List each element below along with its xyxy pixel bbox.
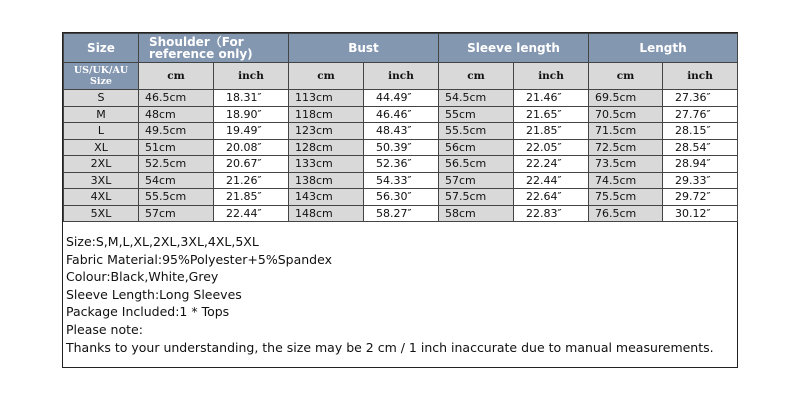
inch-value: 22.44″ bbox=[514, 172, 589, 189]
inch-value: 18.31″ bbox=[214, 90, 289, 107]
unit-label: cm bbox=[289, 63, 364, 90]
cm-value: 138cm bbox=[289, 172, 364, 189]
unit-row bbox=[64, 63, 738, 90]
inch-value: 28.54″ bbox=[663, 139, 738, 156]
size-label: M bbox=[64, 106, 139, 123]
inch-value: 44.49″ bbox=[364, 90, 439, 107]
cm-value: 123cm bbox=[289, 123, 364, 140]
inch-value: 19.49″ bbox=[214, 123, 289, 140]
inch-value: 21.46″ bbox=[514, 90, 589, 107]
note-line: Thanks to your understanding, the size may be 2 cm / 1 inch inaccurate due to manual measurements. bbox=[66, 339, 714, 355]
cm-value: 49.5cm bbox=[139, 123, 214, 140]
inch-value: 27.76″ bbox=[663, 106, 738, 123]
cm-value: 69.5cm bbox=[589, 90, 663, 107]
table-row bbox=[64, 106, 738, 123]
inch-value: 22.44″ bbox=[214, 205, 289, 222]
inch-value: 48.43″ bbox=[364, 123, 439, 140]
table-row bbox=[64, 205, 738, 222]
inch-value: 22.64″ bbox=[514, 189, 589, 206]
cm-value: 148cm bbox=[289, 205, 364, 222]
cm-value: 58cm bbox=[439, 205, 514, 222]
unit-label: inch bbox=[514, 63, 589, 90]
header-row bbox=[64, 34, 738, 63]
size-label: L bbox=[64, 123, 139, 140]
cm-value: 128cm bbox=[289, 139, 364, 156]
inch-value: 21.85″ bbox=[514, 123, 589, 140]
cm-value: 52.5cm bbox=[139, 156, 214, 173]
inch-value: 22.83″ bbox=[514, 205, 589, 222]
table-row bbox=[64, 172, 738, 189]
cm-value: 143cm bbox=[289, 189, 364, 206]
note-line: Package Included:1 * Tops bbox=[66, 304, 230, 320]
cm-value: 133cm bbox=[289, 156, 364, 173]
unit-label: cm bbox=[439, 63, 514, 90]
cm-value: 113cm bbox=[289, 90, 364, 107]
inch-value: 22.05″ bbox=[514, 139, 589, 156]
cm-value: 73.5cm bbox=[589, 156, 663, 173]
note-line: Please note: bbox=[66, 321, 143, 337]
cm-value: 57.5cm bbox=[439, 189, 514, 206]
unit-label: inch bbox=[214, 63, 289, 90]
inch-value: 18.90″ bbox=[214, 106, 289, 123]
header-shoulder: Shoulder（For reference only) bbox=[139, 34, 289, 63]
table-row bbox=[64, 139, 738, 156]
inch-value: 56.30″ bbox=[364, 189, 439, 206]
size-label: XL bbox=[64, 139, 139, 156]
size-chart-sheet bbox=[62, 32, 738, 368]
inch-value: 20.67″ bbox=[214, 156, 289, 173]
note-line: Size:S,M,L,XL,2XL,3XL,4XL,5XL bbox=[66, 234, 259, 249]
inch-value: 54.33″ bbox=[364, 172, 439, 189]
inch-value: 52.36″ bbox=[364, 156, 439, 173]
cm-value: 70.5cm bbox=[589, 106, 663, 123]
cm-value: 57cm bbox=[139, 205, 214, 222]
inch-value: 29.72″ bbox=[663, 189, 738, 206]
inch-value: 20.08″ bbox=[214, 139, 289, 156]
cm-value: 56.5cm bbox=[439, 156, 514, 173]
note-line: Sleeve Length:Long Sleeves bbox=[66, 286, 242, 302]
size-table bbox=[63, 33, 738, 222]
note-line: Fabric Material:95%Polyester+5%Spandex bbox=[66, 251, 332, 267]
table-row bbox=[64, 123, 738, 140]
inch-value: 58.27″ bbox=[364, 205, 439, 222]
size-label: S bbox=[64, 90, 139, 107]
cm-value: 55.5cm bbox=[139, 189, 214, 206]
cm-value: 71.5cm bbox=[589, 123, 663, 140]
header-length: Length bbox=[589, 34, 738, 63]
unit-label: inch bbox=[663, 63, 738, 90]
size-label: 3XL bbox=[64, 172, 139, 189]
cm-value: 54.5cm bbox=[439, 90, 514, 107]
header-bust: Bust bbox=[289, 34, 439, 63]
unit-label: cm bbox=[139, 63, 214, 90]
inch-value: 27.36″ bbox=[663, 90, 738, 107]
header-sleeve-length: Sleeve length bbox=[439, 34, 589, 63]
cm-value: 48cm bbox=[139, 106, 214, 123]
size-label: 4XL bbox=[64, 189, 139, 206]
table-row bbox=[64, 156, 738, 173]
inch-value: 50.39″ bbox=[364, 139, 439, 156]
header-region-size: US/UK/AU Size bbox=[64, 63, 139, 90]
inch-value: 29.33″ bbox=[663, 172, 738, 189]
cm-value: 51cm bbox=[139, 139, 214, 156]
inch-value: 21.26″ bbox=[214, 172, 289, 189]
header-size: Size bbox=[64, 34, 139, 63]
table-row bbox=[64, 189, 738, 206]
inch-value: 21.65″ bbox=[514, 106, 589, 123]
cm-value: 55cm bbox=[439, 106, 514, 123]
cm-value: 54cm bbox=[139, 172, 214, 189]
cm-value: 75.5cm bbox=[589, 189, 663, 206]
cm-value: 118cm bbox=[289, 106, 364, 123]
cm-value: 46.5cm bbox=[139, 90, 214, 107]
size-label: 2XL bbox=[64, 156, 139, 173]
note-line: Colour:Black,White,Grey bbox=[66, 269, 219, 285]
inch-value: 28.94″ bbox=[663, 156, 738, 173]
size-rows bbox=[64, 90, 738, 222]
inch-value: 22.24″ bbox=[514, 156, 589, 173]
table-row bbox=[64, 90, 738, 107]
inch-value: 46.46″ bbox=[364, 106, 439, 123]
inch-value: 21.85″ bbox=[214, 189, 289, 206]
cm-value: 57cm bbox=[439, 172, 514, 189]
unit-label: inch bbox=[364, 63, 439, 90]
cm-value: 55.5cm bbox=[439, 123, 514, 140]
product-notes bbox=[66, 233, 734, 356]
inch-value: 30.12″ bbox=[663, 205, 738, 222]
cm-value: 56cm bbox=[439, 139, 514, 156]
cm-value: 72.5cm bbox=[589, 139, 663, 156]
unit-label: cm bbox=[589, 63, 663, 90]
cm-value: 76.5cm bbox=[589, 205, 663, 222]
inch-value: 28.15″ bbox=[663, 123, 738, 140]
cm-value: 74.5cm bbox=[589, 172, 663, 189]
size-label: 5XL bbox=[64, 205, 139, 222]
